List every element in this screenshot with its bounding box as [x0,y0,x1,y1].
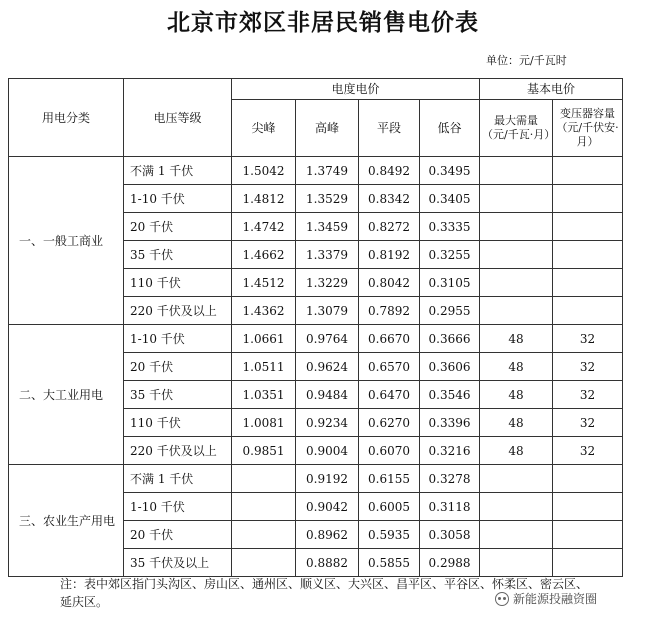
header-basic-price: 基本电价 [480,79,623,100]
flat-cell: 0.6470 [359,381,420,409]
peak-cell: 1.4512 [232,269,296,297]
capacity-cell [553,157,623,185]
category-cell: 二、大工业用电 [9,325,124,465]
capacity-cell [553,297,623,325]
high-cell: 0.9004 [296,437,359,465]
voltage-cell: 35 千伏 [124,241,232,269]
peak-cell: 1.0511 [232,353,296,381]
flat-cell: 0.6670 [359,325,420,353]
high-cell: 1.3529 [296,185,359,213]
capacity-cell: 32 [553,381,623,409]
demand-cell [480,213,553,241]
valley-cell: 0.3058 [420,521,480,549]
capacity-cell [553,241,623,269]
page-title: 北京市郊区非居民销售电价表 [167,10,479,36]
header-max-demand: 最大需量（元/千瓦·月） [480,100,553,157]
capacity-cell: 32 [553,353,623,381]
peak-cell: 0.9851 [232,437,296,465]
capacity-cell [553,465,623,493]
capacity-cell: 32 [553,409,623,437]
voltage-cell: 220 千伏及以上 [124,297,232,325]
demand-cell [480,521,553,549]
high-cell: 1.3079 [296,297,359,325]
demand-cell [480,269,553,297]
flat-cell: 0.6270 [359,409,420,437]
voltage-cell: 110 千伏 [124,409,232,437]
flat-cell: 0.5855 [359,549,420,577]
demand-cell: 48 [480,437,553,465]
demand-cell [480,493,553,521]
voltage-cell: 1-10 千伏 [124,185,232,213]
capacity-cell [553,493,623,521]
voltage-cell: 220 千伏及以上 [124,437,232,465]
capacity-cell [553,269,623,297]
flat-cell: 0.7892 [359,297,420,325]
voltage-cell: 35 千伏 [124,381,232,409]
valley-cell: 0.3405 [420,185,480,213]
watermark [495,590,597,607]
category-cell: 一、一般工商业 [9,157,124,325]
peak-cell: 1.0661 [232,325,296,353]
valley-cell: 0.2988 [420,549,480,577]
flat-cell: 0.6005 [359,493,420,521]
valley-cell: 0.3396 [420,409,480,437]
flat-cell: 0.8272 [359,213,420,241]
demand-cell: 48 [480,381,553,409]
valley-cell: 0.3118 [420,493,480,521]
voltage-cell: 20 千伏 [124,213,232,241]
voltage-cell: 35 千伏及以上 [124,549,232,577]
peak-cell [232,521,296,549]
peak-cell: 1.4812 [232,185,296,213]
high-cell: 0.8962 [296,521,359,549]
demand-cell [480,185,553,213]
flat-cell: 0.8042 [359,269,420,297]
capacity-cell [553,185,623,213]
wechat-icon [495,592,509,606]
unit-label: 单位：元/千瓦时 [486,54,567,67]
valley-cell: 0.3495 [420,157,480,185]
demand-cell [480,465,553,493]
capacity-cell [553,521,623,549]
high-cell: 0.9484 [296,381,359,409]
high-cell: 0.9764 [296,325,359,353]
high-cell: 1.3229 [296,269,359,297]
header-valley: 低谷 [420,100,480,157]
demand-cell: 48 [480,409,553,437]
demand-cell [480,297,553,325]
peak-cell [232,549,296,577]
high-cell: 0.8882 [296,549,359,577]
valley-cell: 0.3546 [420,381,480,409]
flat-cell: 0.6155 [359,465,420,493]
valley-cell: 0.2955 [420,297,480,325]
header-energy-price: 电度电价 [232,79,480,100]
price-table [8,78,623,577]
high-cell: 0.9192 [296,465,359,493]
voltage-cell: 1-10 千伏 [124,325,232,353]
high-cell: 0.9234 [296,409,359,437]
voltage-cell: 不满 1 千伏 [124,157,232,185]
header-peak: 尖峰 [232,100,296,157]
footnote: 注：表中郊区指门头沟区、房山区、通州区、顺义区、大兴区、昌平区、平谷区、怀柔区、密云区、延庆区。 [60,577,589,609]
valley-cell: 0.3278 [420,465,480,493]
demand-cell [480,549,553,577]
peak-cell: 1.4742 [232,213,296,241]
high-cell: 0.9624 [296,353,359,381]
valley-cell: 0.3606 [420,353,480,381]
voltage-cell: 20 千伏 [124,353,232,381]
voltage-cell: 不满 1 千伏 [124,465,232,493]
table-row [9,325,623,353]
peak-cell: 1.4662 [232,241,296,269]
capacity-cell: 32 [553,437,623,465]
peak-cell [232,493,296,521]
valley-cell: 0.3255 [420,241,480,269]
flat-cell: 0.6570 [359,353,420,381]
demand-cell [480,157,553,185]
valley-cell: 0.3335 [420,213,480,241]
header-high: 高峰 [296,100,359,157]
voltage-cell: 110 千伏 [124,269,232,297]
demand-cell: 48 [480,353,553,381]
header-row-1 [9,79,623,100]
capacity-cell: 32 [553,325,623,353]
flat-cell: 0.5935 [359,521,420,549]
valley-cell: 0.3216 [420,437,480,465]
peak-cell: 1.0351 [232,381,296,409]
peak-cell: 1.0081 [232,409,296,437]
peak-cell: 1.4362 [232,297,296,325]
high-cell: 1.3749 [296,157,359,185]
demand-cell: 48 [480,325,553,353]
valley-cell: 0.3105 [420,269,480,297]
high-cell: 1.3379 [296,241,359,269]
voltage-cell: 1-10 千伏 [124,493,232,521]
high-cell: 1.3459 [296,213,359,241]
watermark-text: 新能源投融资圈 [513,592,598,606]
voltage-cell: 20 千伏 [124,521,232,549]
flat-cell: 0.8342 [359,185,420,213]
capacity-cell [553,549,623,577]
peak-cell [232,465,296,493]
header-category: 用电分类 [9,79,124,157]
flat-cell: 0.8192 [359,241,420,269]
high-cell: 0.9042 [296,493,359,521]
valley-cell: 0.3666 [420,325,480,353]
header-voltage: 电压等级 [124,79,232,157]
table-row [9,157,623,185]
table-row [9,465,623,493]
header-transformer: 变压器容量（元/千伏安·月） [553,100,623,157]
header-flat: 平段 [359,100,420,157]
demand-cell [480,241,553,269]
flat-cell: 0.8492 [359,157,420,185]
capacity-cell [553,213,623,241]
peak-cell: 1.5042 [232,157,296,185]
category-cell: 三、农业生产用电 [9,465,124,577]
flat-cell: 0.6070 [359,437,420,465]
